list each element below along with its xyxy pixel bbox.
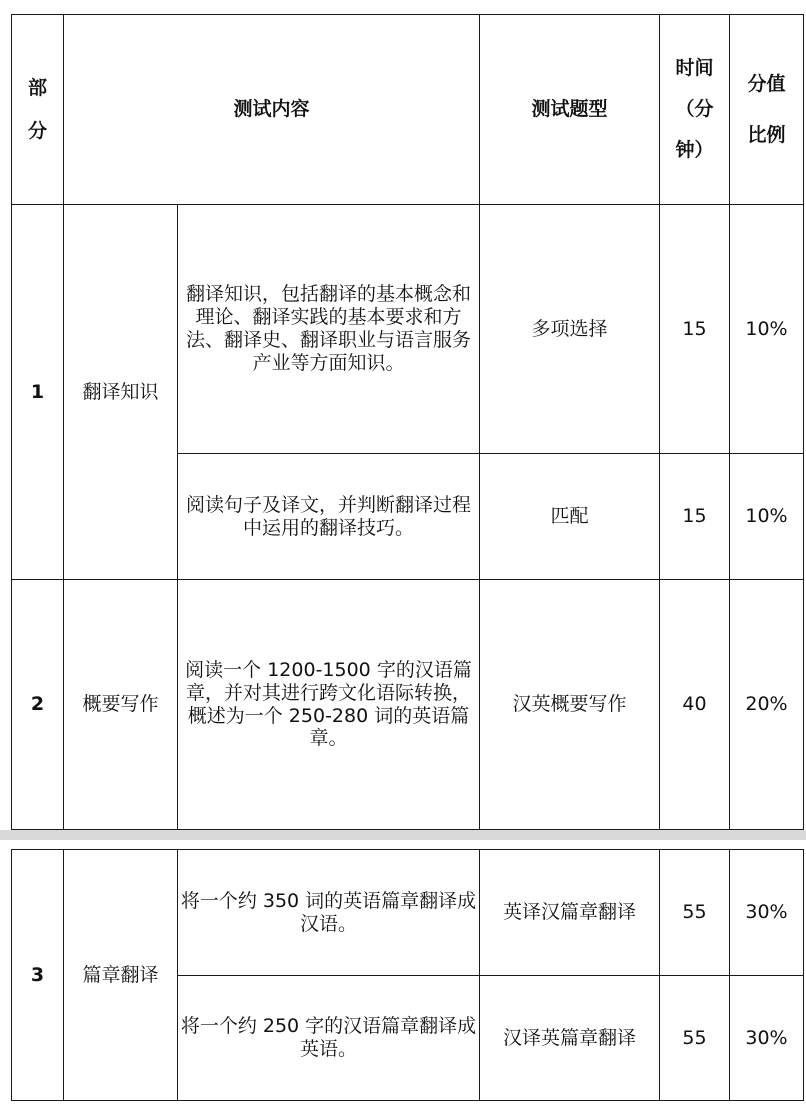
row-description: 阅读一个 1200-1500 字的汉语篇章，并对其进行跨文化语际转换，概述为一个 250-280 词的英语篇章。 xyxy=(178,580,480,830)
section-name: 翻译知识 xyxy=(64,205,178,580)
row-question-type: 汉译英篇章翻译 xyxy=(480,976,660,1101)
section-part-number: 1 xyxy=(12,205,64,580)
row-description: 翻译知识，包括翻译的基本概念和理论、翻译实践的基本要求和方法、翻译史、翻译职业与语言服务产业等方面知识。 xyxy=(178,205,480,454)
row-description: 将一个约 350 词的英语篇章翻译成汉语。 xyxy=(178,850,480,976)
table-row xyxy=(12,580,804,830)
row-time: 55 xyxy=(660,850,730,976)
row-question-type: 多项选择 xyxy=(480,205,660,454)
table-row xyxy=(12,205,804,454)
row-time: 55 xyxy=(660,976,730,1101)
section-name: 篇章翻译 xyxy=(64,850,178,1101)
section-name: 概要写作 xyxy=(64,580,178,830)
header-ratio: 分值 比例 xyxy=(730,15,804,205)
header-content: 测试内容 xyxy=(64,15,480,205)
row-ratio: 20% xyxy=(730,580,804,830)
row-time: 40 xyxy=(660,580,730,830)
row-description: 将一个约 250 字的汉语篇章翻译成英语。 xyxy=(178,976,480,1101)
table-row xyxy=(12,850,804,976)
row-ratio: 10% xyxy=(730,454,804,580)
section-part-number: 2 xyxy=(12,580,64,830)
row-ratio: 10% xyxy=(730,205,804,454)
row-question-type: 英译汉篇章翻译 xyxy=(480,850,660,976)
header-time: 时间 （分 钟） xyxy=(660,15,730,205)
row-ratio: 30% xyxy=(730,976,804,1101)
row-description: 阅读句子及译文，并判断翻译过程中运用的翻译技巧。 xyxy=(178,454,480,580)
row-time: 15 xyxy=(660,205,730,454)
header-type: 测试题型 xyxy=(480,15,660,205)
exam-structure-table-page-1 xyxy=(11,14,804,830)
row-question-type: 汉英概要写作 xyxy=(480,580,660,830)
row-ratio: 30% xyxy=(730,850,804,976)
page-break-band xyxy=(0,830,806,840)
row-time: 15 xyxy=(660,454,730,580)
section-part-number: 3 xyxy=(12,850,64,1101)
header-row xyxy=(12,15,804,205)
exam-structure-table-page-2 xyxy=(11,849,804,1101)
row-question-type: 匹配 xyxy=(480,454,660,580)
header-part: 部 分 xyxy=(12,15,64,205)
